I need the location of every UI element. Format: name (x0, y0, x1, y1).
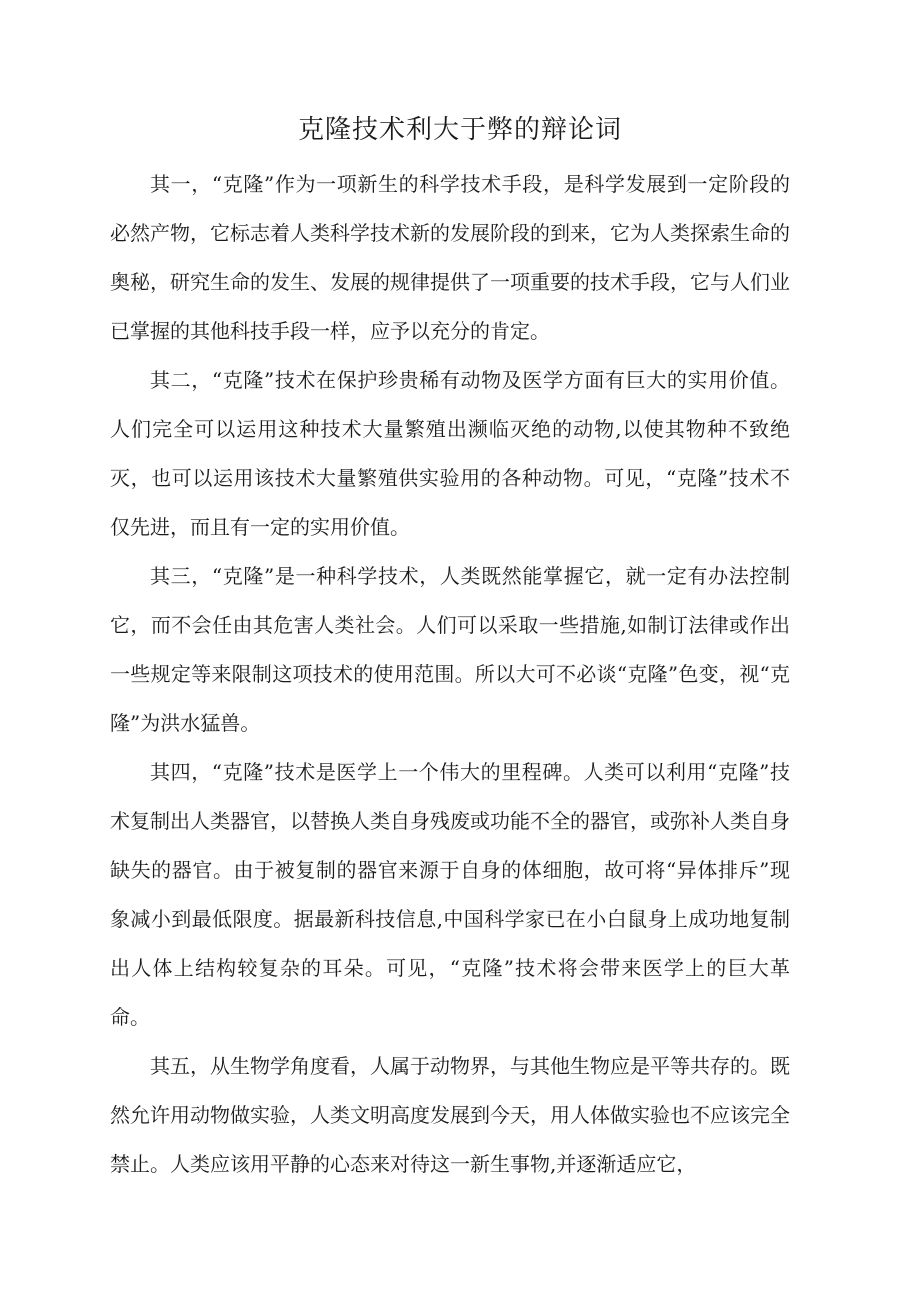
paragraph-5: 其五，从生物学角度看，人属于动物界，与其他生物应是平等共存的。既然允许用动物做实验，人类文明高度发展到今天，用人体做实验也不应该完全禁止。人类应该用平静的心态来对待这一新生事物,并逐渐适应它， (110, 1054, 790, 1176)
paragraph-3: 其三，“克隆”是一种科学技术，人类既然能掌握它，就一定有办法控制它，而不会任由其危害人类社会。人们可以采取一些措施,如制订法律或作出一些规定等来限制这项技术的使用范围。所以大可不必谈“克隆”色变，视“克隆”为洪水猛兽。 (110, 564, 790, 735)
paragraph-1: 其一，“克隆”作为一项新生的科学技术手段，是科学发展到一定阶段的必然产物，它标志着人类科学技术新的发展阶段的到来，它为人类探索生命的奥秘，研究生命的发生、发展的规律提供了一项重要的技术手段，它与人们业已掌握的其他科技手段一样，应予以充分的肯定。 (110, 172, 790, 343)
document-body (110, 160, 790, 1189)
paragraph-4: 其四，“克隆”技术是医学上一个伟大的里程碑。人类可以利用“克隆”技术复制出人类器官，以替换人类自身残废或功能不全的器官，或弥补人类自身缺失的器官。由于被复制的器官来源于自身的体细胞，故可将“异体排斥”现象减小到最低限度。据最新科技信息,中国科学家已在小白鼠身上成功地复制出人体上结构较复杂的耳朵。可见，“克隆”技术将会带来医学上的巨大革命。 (110, 760, 790, 1029)
paragraph-2: 其二，“克隆”技术在保护珍贵稀有动物及医学方面有巨大的实用价值。人们完全可以运用这种技术大量繁殖出濒临灭绝的动物,以使其物种不致绝灭，也可以运用该技术大量繁殖供实验用的各种动物。可见，“克隆”技术不仅先进，而且有一定的实用价值。 (110, 368, 790, 539)
document-title: 克隆技术利大于弊的辩论词 (297, 115, 622, 145)
